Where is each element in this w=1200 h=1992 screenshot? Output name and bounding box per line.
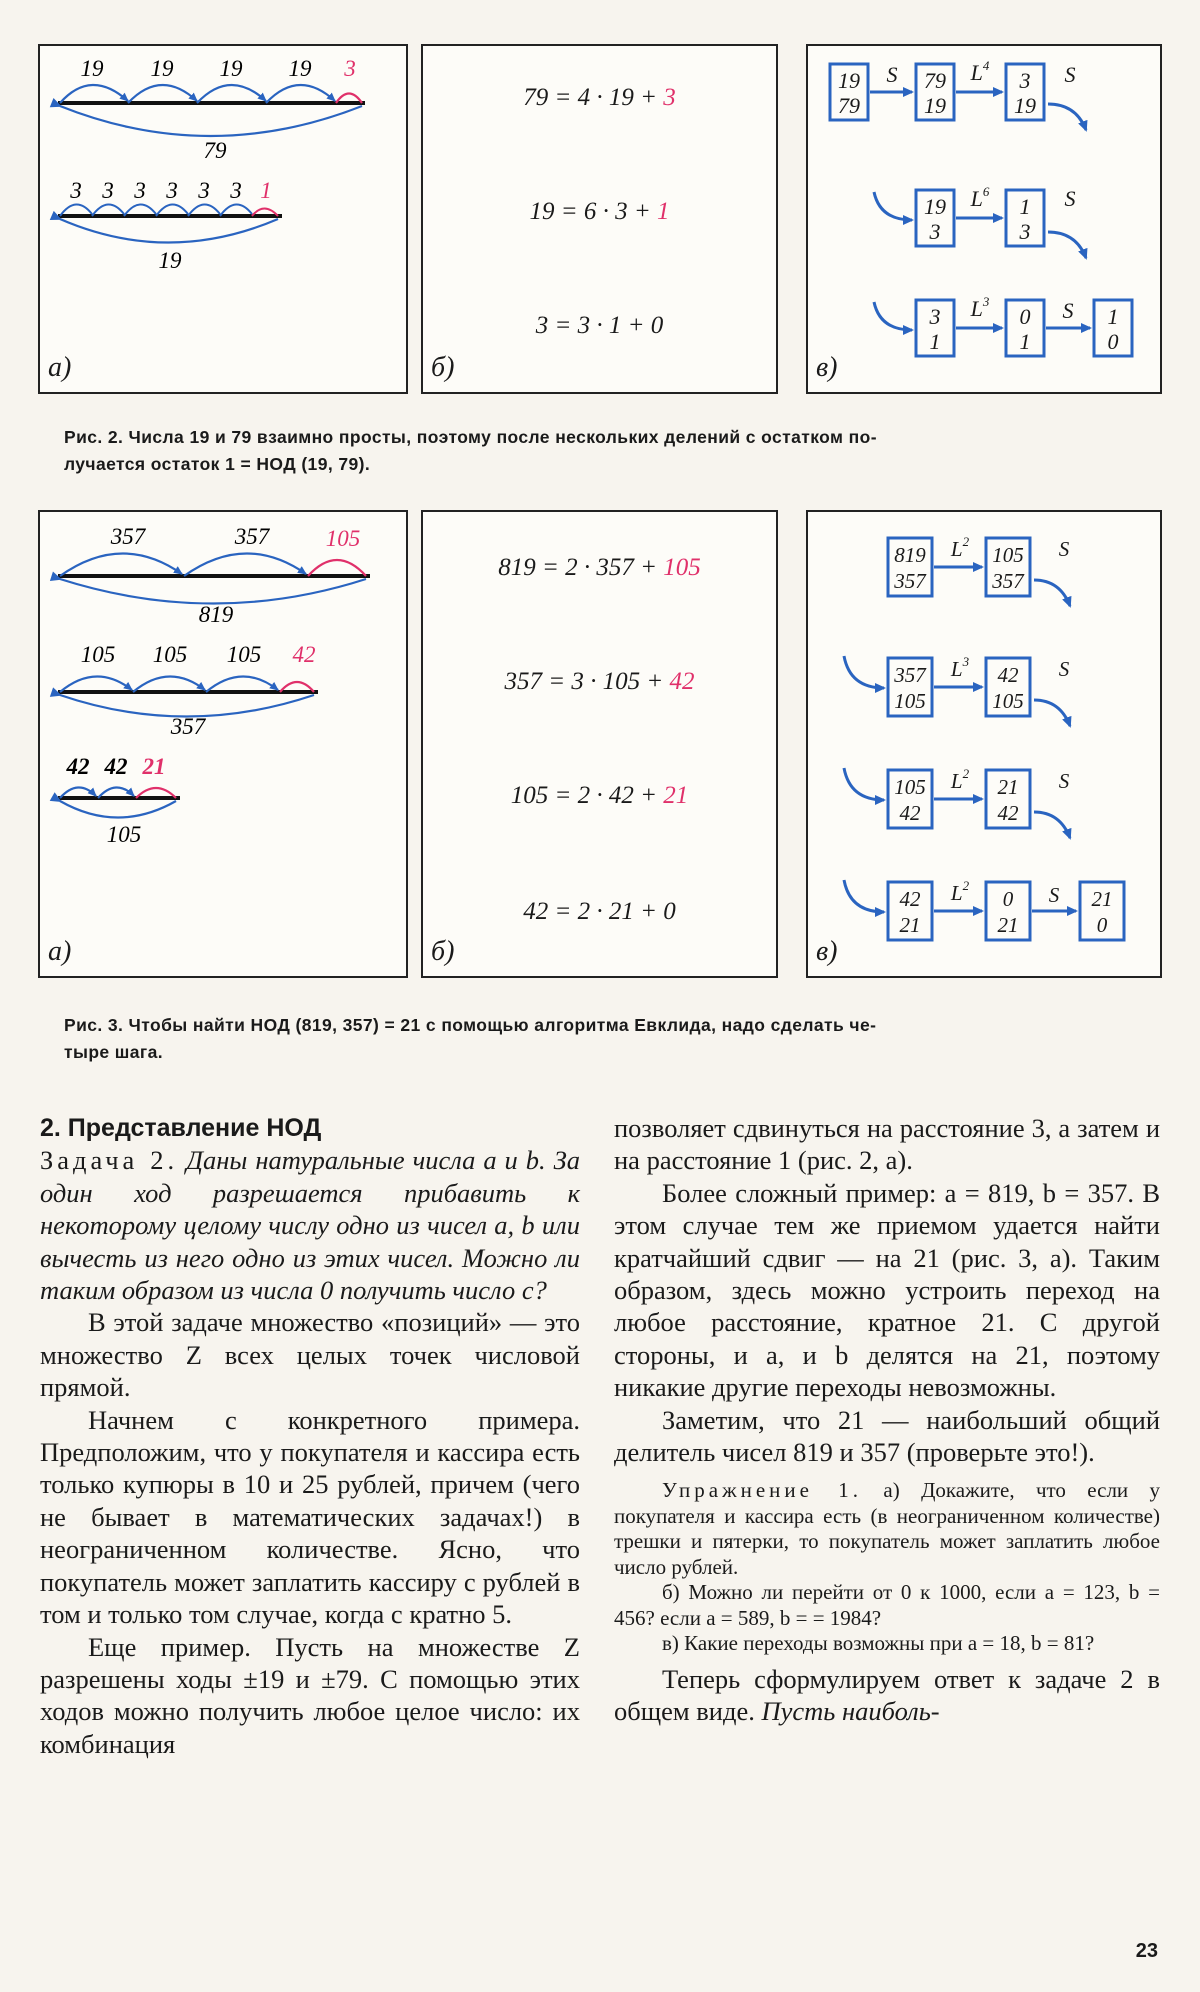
svg-text:L4: $L^4$ xyxy=(970,58,990,85)
svg-text:S: S xyxy=(1062,298,1074,323)
remainder-label: 105 xyxy=(325,526,361,551)
svg-text:42: 42 xyxy=(997,663,1019,687)
svg-text:357: 357 xyxy=(992,569,1024,593)
svg-text:S: S xyxy=(1064,186,1076,211)
svg-text:1: 1 xyxy=(1019,194,1031,219)
right-column xyxy=(614,1112,1160,1728)
task-paragraph xyxy=(40,1144,580,1306)
paragraph: Заметим, что 21 — наибольший общий делитель чисел 819 и 357 (проверьте это!). xyxy=(614,1404,1160,1468)
panel-letter: б) xyxy=(431,936,455,967)
panel-letter: в) xyxy=(816,936,838,967)
equation: 79 = 4 · 19 + 3 xyxy=(523,84,676,111)
svg-text:79: 79 xyxy=(924,68,946,93)
fig2-a-diagram xyxy=(40,46,406,392)
svg-text:0: 0 xyxy=(1107,329,1119,354)
exercise-label: Упражнение 1. xyxy=(662,1478,863,1503)
step-label: 105 xyxy=(226,642,262,667)
section-title: 2. Представление НОД xyxy=(40,1114,322,1142)
svg-text:19: 19 xyxy=(924,93,946,118)
svg-text:0: 0 xyxy=(1019,304,1031,329)
step-arc xyxy=(128,85,197,103)
svg-text:3: 3 xyxy=(1019,219,1031,244)
fig2-c-diagram xyxy=(808,46,1160,392)
svg-text:1: 1 xyxy=(929,329,941,354)
step-label: 19 xyxy=(80,56,104,81)
svg-text:105: 105 xyxy=(894,689,926,713)
step-label: 19 xyxy=(288,56,312,81)
svg-text:19: 19 xyxy=(1014,93,1036,118)
paragraph: Теперь сформулируем ответ к задаче 2 в общем виде. Пусть наиболь- xyxy=(614,1663,1160,1727)
svg-text:42: 42 xyxy=(899,801,921,825)
total-label: 819 xyxy=(198,602,234,627)
svg-text:L2: $L^2$ xyxy=(950,878,970,905)
svg-text:L3: $L^3$ xyxy=(950,654,970,681)
step-label: 42 xyxy=(104,754,128,779)
fig3-caption: Рис. 3. Чтобы найти НОД (819, 357) = 21 с помощью алгоритма Евклида, надо сделать че- тыре шага. xyxy=(64,1015,877,1062)
svg-text:0: 0 xyxy=(1002,887,1014,911)
svg-text:L2: $L^2$ xyxy=(950,534,970,561)
svg-text:S: S xyxy=(1048,883,1060,907)
svg-text:S: S xyxy=(886,62,898,87)
svg-text:21: 21 xyxy=(997,775,1019,799)
svg-text:105: 105 xyxy=(894,775,926,799)
svg-text:79: 79 xyxy=(838,93,860,118)
total-arc xyxy=(60,801,176,818)
step-arc xyxy=(60,553,182,576)
total-arc xyxy=(60,579,366,604)
equation: 19 = 6 · 3 + 1 xyxy=(529,198,670,225)
svg-text:L2: $L^2$ xyxy=(950,766,970,793)
exercise-b: б) Можно ли перейти от 0 к 1000, если a = 123, b = 456? если a = 589, b = = 1984? xyxy=(614,1580,1160,1630)
left-column xyxy=(40,1112,580,1760)
step-label: 357 xyxy=(110,524,146,549)
svg-text:21: 21 xyxy=(899,913,921,937)
step-label: 105 xyxy=(80,642,116,667)
fig3-panel-b xyxy=(421,510,778,978)
task-label: Задача 2. xyxy=(40,1145,179,1176)
fig2-panel-b xyxy=(421,44,778,394)
fig3-a-diagram xyxy=(40,512,406,976)
svg-text:L3: $L^3$ xyxy=(970,294,990,321)
step-label: 3 xyxy=(230,178,242,203)
exercise xyxy=(614,1478,1160,1657)
step-label: 19 xyxy=(150,56,174,81)
step-label: 105 xyxy=(152,642,188,667)
exercise-c: в) Какие переходы возможны при a = 18, b = 81? xyxy=(662,1631,1095,1656)
svg-text:42: 42 xyxy=(997,801,1019,825)
fig3-panel-a xyxy=(38,510,408,978)
svg-text:3: 3 xyxy=(929,304,941,329)
panel-letter: в) xyxy=(816,352,838,383)
task-body: Даны натуральные числа a и b. За один ход разрешается прибавить к некоторому целому числу одно из чисел a, b или вычесть из него одно из этих чисел. Можно ли таким образом из числа 0 получить число c? xyxy=(40,1145,581,1306)
panel-letter: а) xyxy=(48,936,72,967)
svg-text:19: 19 xyxy=(838,68,860,93)
svg-text:357: 357 xyxy=(894,569,926,593)
equation: 42 = 2 · 21 + 0 xyxy=(523,898,676,925)
svg-text:105: 105 xyxy=(992,543,1024,567)
paragraph: В этой задаче множество «позиций» — это множество Z всех целых точек числовой прямой. xyxy=(40,1307,580,1403)
svg-text:L6: $L^6$ xyxy=(970,184,990,211)
svg-text:S: S xyxy=(1058,657,1070,681)
total-label: 79 xyxy=(203,138,227,163)
svg-text:S: S xyxy=(1058,769,1070,793)
fig3-panel-c xyxy=(806,510,1162,978)
svg-text:819: 819 xyxy=(894,543,926,567)
paragraph: Более сложный пример: a = 819, b = 357. В этом случае тем же приемом удается найти кратчайший сдвиг — на 21 (рис. 3, а). Таким образом, здесь можно устроить переход на любое расстояние, кратное 21. С другой стороны, и a, и b делятся на 21, поэтому никакие другие переходы невозможны. xyxy=(614,1177,1160,1403)
remainder-label: 42 xyxy=(292,642,316,667)
paragraph: позволяет сдвинуться на расстояние 3, а затем и на расстояние 1 (рис. 2, а). xyxy=(614,1113,1160,1176)
svg-text:S: S xyxy=(1058,537,1070,561)
svg-text:21: 21 xyxy=(997,913,1019,937)
svg-text:0: 0 xyxy=(1096,913,1108,937)
paragraph: Начнем с конкретного примера. Предположим, что у покупателя и кассира есть только купюры в 10 и 25 рублей, причем (чего не бывает в математических задачах!) в неограниченном количестве. Ясно, что покупатель может заплатить кассиру c рублей в том и только том случае, когда c кратно 5. xyxy=(40,1404,580,1630)
step-arc xyxy=(206,676,278,692)
step-label: 357 xyxy=(234,524,270,549)
remainder-arc xyxy=(308,560,366,576)
step-label: 3 xyxy=(70,178,82,203)
step-arc xyxy=(60,676,132,692)
step-label: 3 xyxy=(134,178,146,203)
remainder-label: 3 xyxy=(344,56,356,81)
step-label: 19 xyxy=(219,56,243,81)
fig2-panel-a xyxy=(38,44,408,394)
svg-text:1: 1 xyxy=(1019,329,1031,354)
step-label: 3 xyxy=(166,178,178,203)
paragraph: Еще пример. Пусть на множестве Z разрешены ходы ±19 и ±79. С помощью этих ходов можно получить любое целое число: их комбинация xyxy=(40,1631,580,1759)
svg-text:3: 3 xyxy=(929,219,941,244)
svg-text:19: 19 xyxy=(924,194,946,219)
remainder-label: 1 xyxy=(260,178,272,203)
equation: 819 = 2 · 357 + 105 xyxy=(498,554,701,581)
svg-text:21: 21 xyxy=(1091,887,1113,911)
step-arc xyxy=(133,676,205,692)
fig2-panel-c xyxy=(806,44,1162,394)
step-label: 42 xyxy=(66,754,90,779)
step-arc xyxy=(60,85,128,103)
svg-text:1: 1 xyxy=(1107,304,1119,329)
total-arc xyxy=(60,219,278,243)
svg-text:42: 42 xyxy=(899,887,921,911)
svg-text:105: 105 xyxy=(992,689,1024,713)
exercise-a: Упражнение 1. а) Докажите, что если у покупателя и кассира есть (в неограниченном количестве) трешки и пятерки, то покупатель может заплатить любое число рублей. xyxy=(614,1478,1161,1579)
equation: 357 = 3 · 105 + 42 xyxy=(504,668,695,695)
step-arc xyxy=(197,85,266,103)
remainder-label: 21 xyxy=(142,754,166,779)
svg-text:357: 357 xyxy=(894,663,926,687)
fig2-caption: Рис. 2. Числа 19 и 79 взаимно просты, поэтому после нескольких делений с остатком по- лучается остаток 1 = НОД (19, 79). xyxy=(64,427,877,474)
total-label: 105 xyxy=(106,822,142,847)
panel-letter: б) xyxy=(431,352,455,383)
equation: 105 = 2 · 42 + 21 xyxy=(510,782,689,809)
step-arc xyxy=(266,85,335,103)
fig3-c-diagram xyxy=(808,512,1160,976)
step-label: 3 xyxy=(198,178,210,203)
panel-letter: а) xyxy=(48,352,72,383)
page-number: 23 xyxy=(1135,1940,1158,1962)
step-label: 3 xyxy=(102,178,114,203)
total-arc xyxy=(60,106,362,136)
total-label: 357 xyxy=(170,714,206,739)
svg-text:3: 3 xyxy=(1019,68,1031,93)
svg-text:S: S xyxy=(1064,62,1076,87)
equation: 3 = 3 · 1 + 0 xyxy=(535,312,664,339)
total-label: 19 xyxy=(158,248,182,273)
step-arc xyxy=(184,553,306,576)
